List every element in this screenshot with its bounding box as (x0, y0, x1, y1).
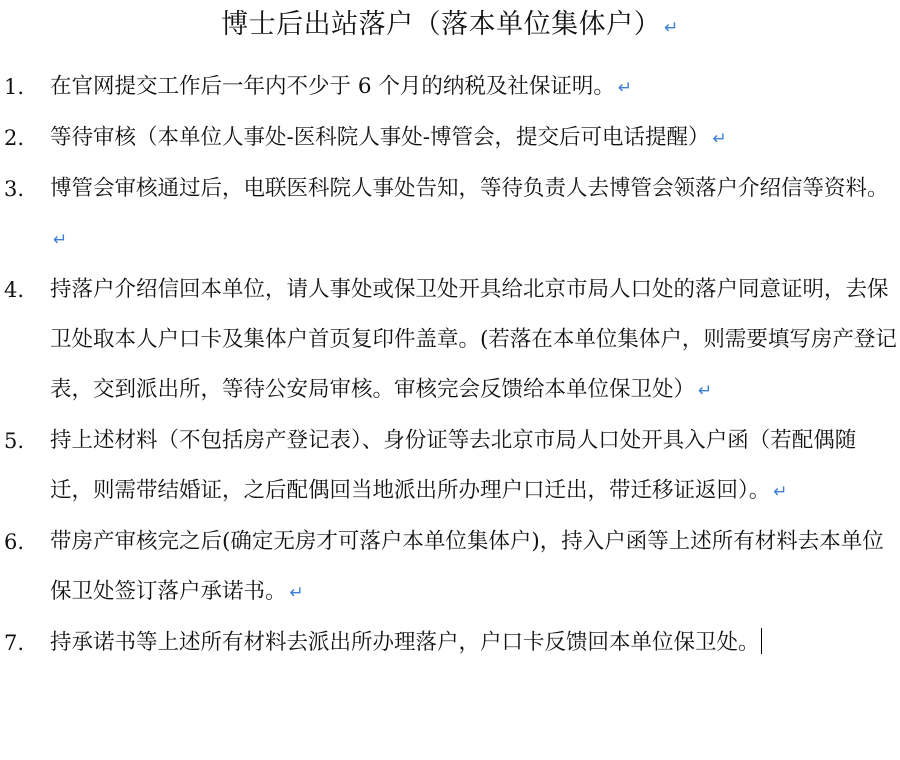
list-item-text: 持落户介绍信回本单位，请人事处或保卫处开具给北京市局人口处的落户同意证明，去保卫处取本人户口卡及集体户首页复印件盖章。(若落在本单位集体户，则需要填写房产登记表，交到派出所，等待公安局审核。审核完会反馈给本单位保卫处） (50, 277, 897, 402)
paragraph-mark-icon: ↵ (53, 230, 68, 250)
list-item-text: 博管会审核通过后，电联医科院人事处告知，等待负责人去博管会领落户介绍信等资料。 (50, 176, 889, 201)
list-item-text: 在官网提交工作后一年内不少于 6 个月的纳税及社保证明。 (50, 74, 615, 99)
paragraph-mark-icon: ↵ (617, 78, 633, 98)
paragraph-mark-icon: ↵ (289, 583, 304, 603)
list-number: 4. (4, 278, 25, 302)
paragraph-mark-icon: ↵ (698, 381, 713, 401)
list-item-text: 持承诺书等上述所有材料去派出所办理落户，户口卡反馈回本单位保卫处。 (50, 630, 760, 655)
list-number: 1. (4, 75, 25, 99)
text-cursor (761, 628, 763, 654)
list-number: 6. (4, 530, 25, 554)
paragraph-mark-icon: ↵ (664, 18, 679, 38)
list-item-text: 带房产审核完之后(确定无房才可落户本单位集体户)，持入户函等上述所有材料去本单位保卫处签订落户承诺书。 (50, 529, 884, 604)
list-item (0, 416, 898, 517)
list-item (0, 164, 898, 265)
list-item-text: 等待审核（本单位人事处-医科院人事处-博管会，提交后可电话提醒） (50, 125, 710, 150)
list-number: 5. (4, 429, 25, 453)
paragraph-mark-icon: ↵ (712, 129, 727, 149)
list-item (0, 62, 898, 113)
list-number: 2. (4, 126, 25, 150)
list-item (0, 517, 898, 618)
list-item (0, 113, 898, 164)
document-title (0, 6, 900, 47)
list-item (0, 265, 898, 416)
paragraph-mark-icon: ↵ (773, 482, 788, 502)
list-item-text: 持上述材料（不包括房产登记表）、身份证等去北京市局人口处开具入户函（若配偶随迁，则需带结婚证，之后配偶回当地派出所办理户口迁出，带迁移证返回）。 (50, 428, 857, 503)
title-text: 博士后出站落户（落本单位集体户） (221, 9, 662, 40)
steps-list (0, 62, 900, 668)
list-number: 3. (4, 177, 25, 201)
list-item (0, 618, 898, 668)
list-number: 7. (4, 631, 25, 655)
